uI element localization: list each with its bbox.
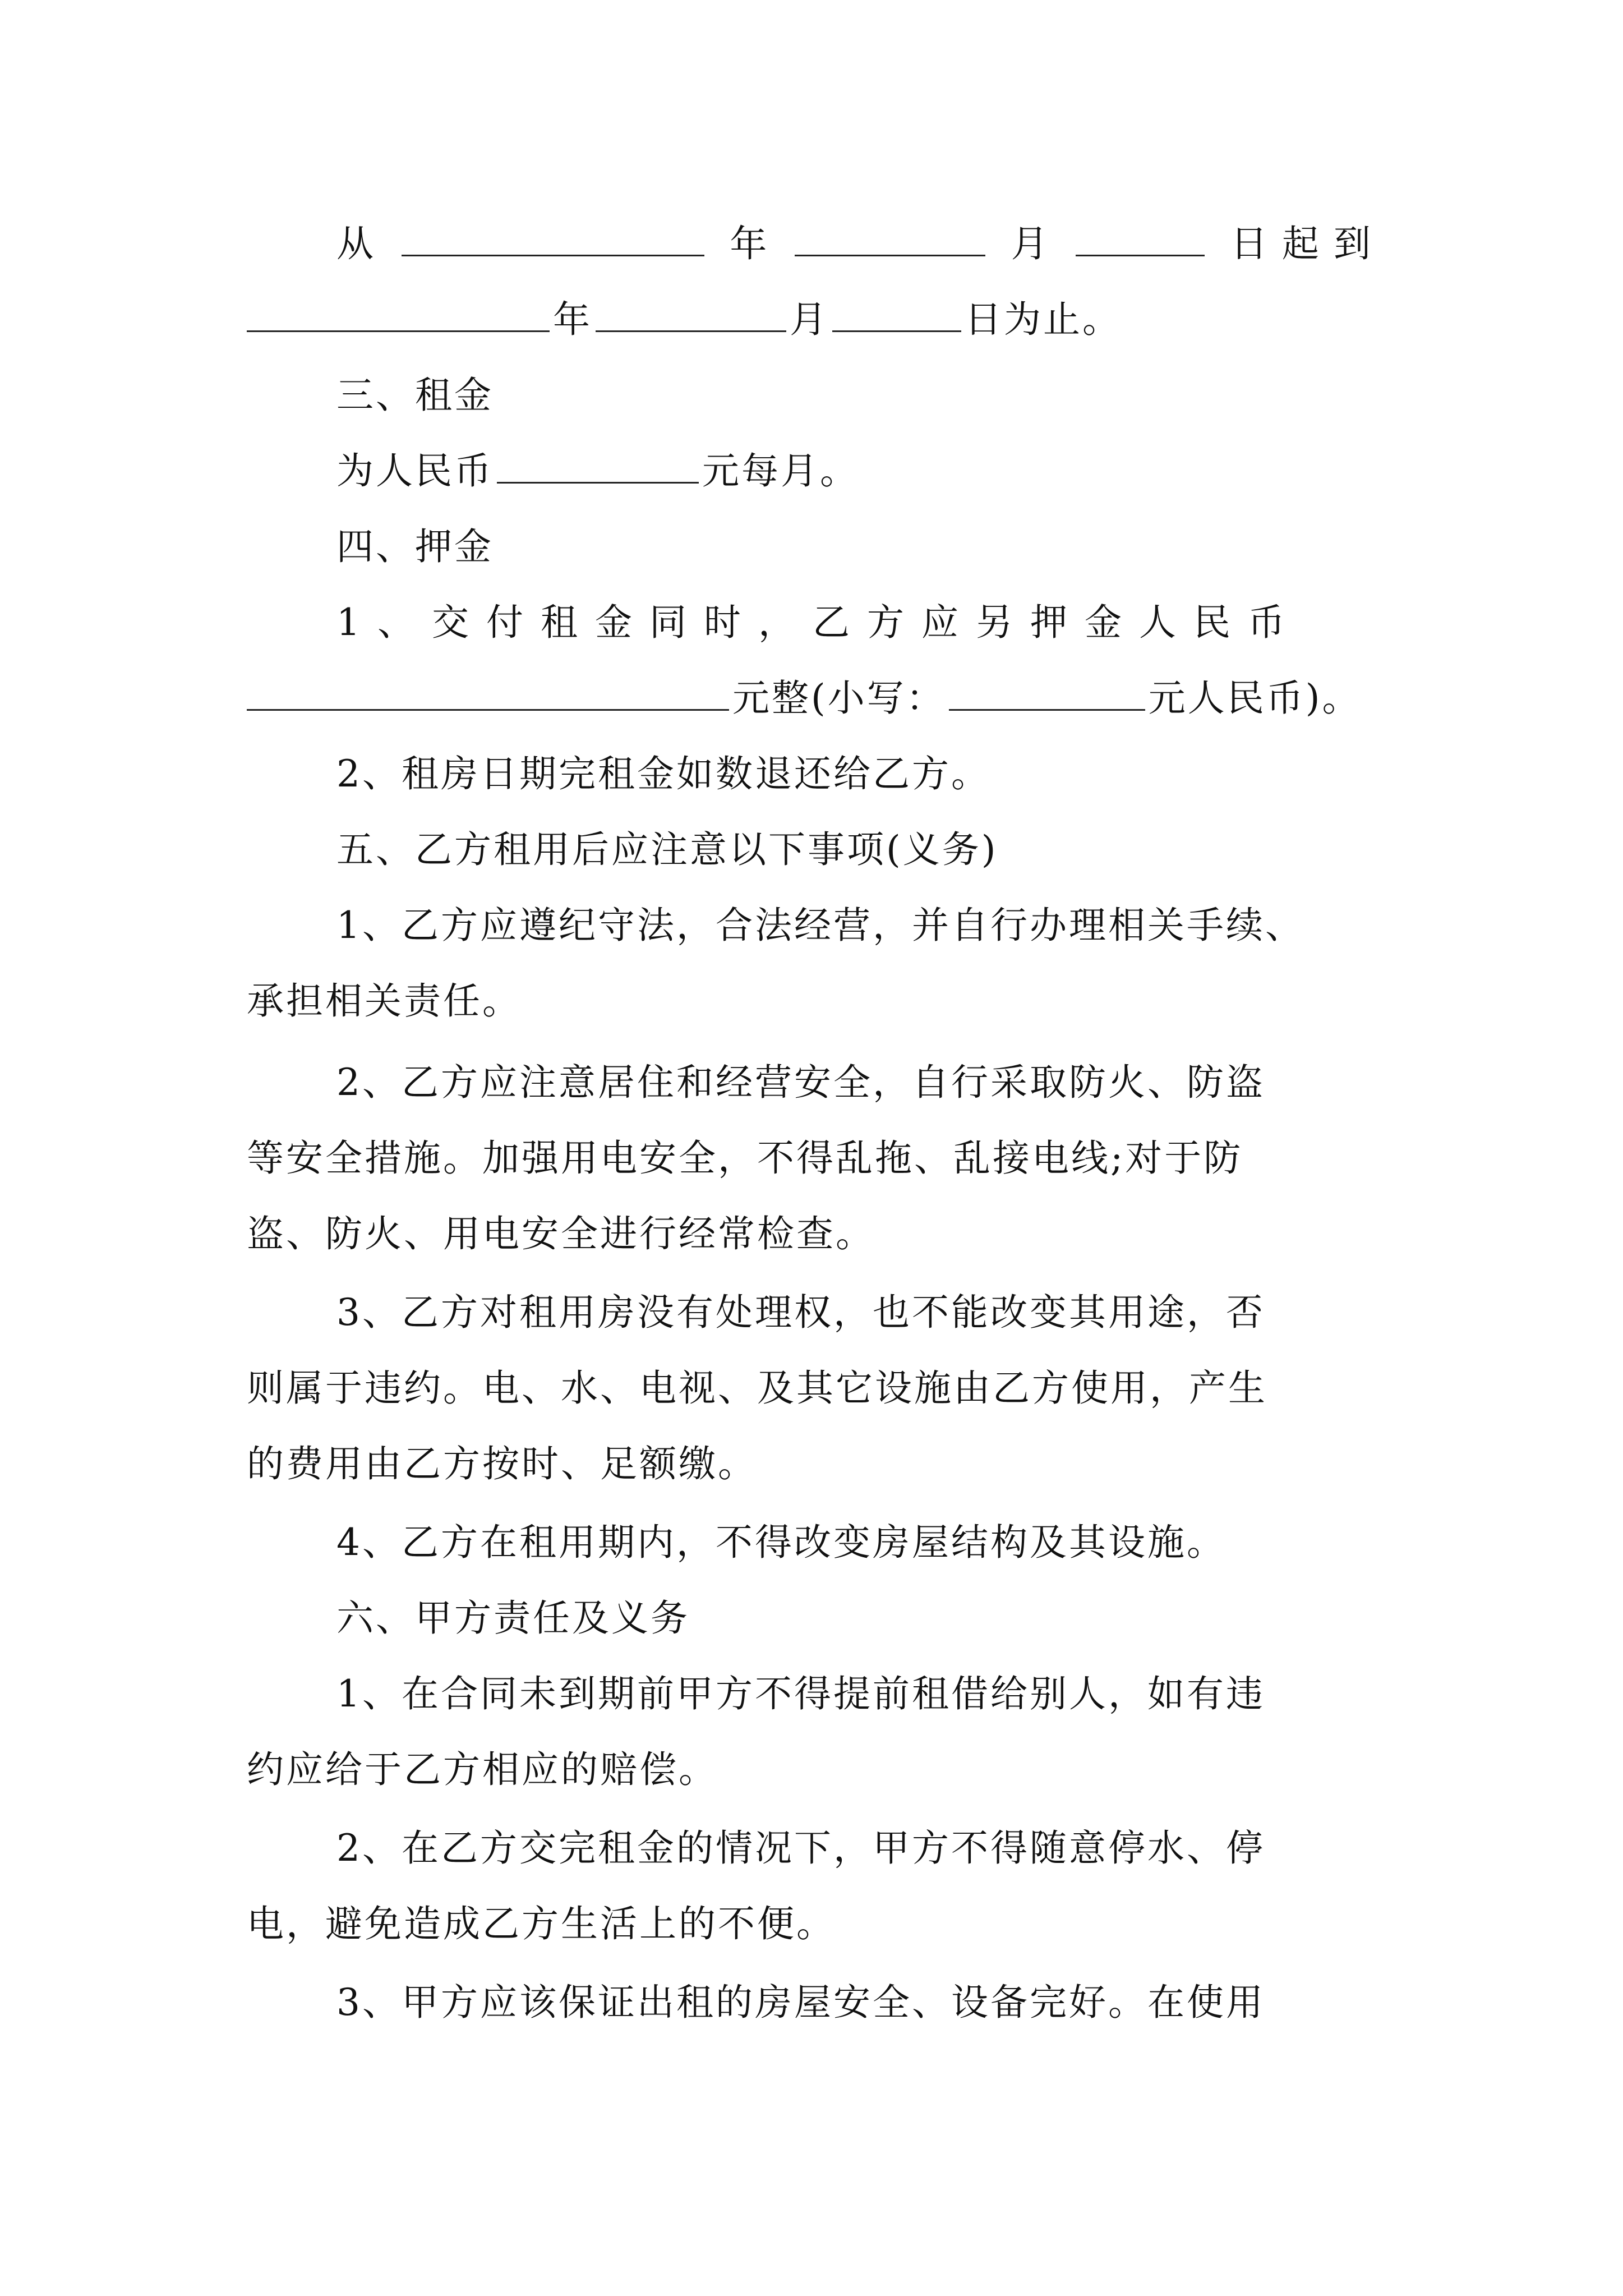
landlord-clause-2: 2、在乙方交完租金的情况下，甲方不得随意停水、停 [336, 1826, 1265, 1870]
landlord-clause-2-cont: 电，避免造成乙方生活上的不便。 [247, 1902, 836, 1945]
section-heading-rent: 三、租金 [336, 374, 494, 417]
lease-end-date-line [247, 292, 1385, 348]
start-day-blank[interactable] [1076, 220, 1205, 256]
landlord-clause-3: 3、甲方应该保证出租的房屋安全、设备完好。在使用 [336, 1981, 1265, 2024]
tenant-clause-3-cont-2: 的费用由乙方按时、足额缴。 [247, 1442, 757, 1485]
text-rmb: 为人民币 [336, 449, 494, 493]
text-year: 年 [553, 298, 592, 341]
section-heading-tenant-duties: 五、乙方租用后应注意以下事项(义务) [336, 828, 998, 871]
text-yuan-small: 元整(小写： [732, 677, 946, 720]
tenant-clause-1-cont: 承担相关责任。 [247, 979, 522, 1023]
deposit-clause-2: 2、租房日期完租金如数退还给乙方。 [336, 752, 990, 795]
rent-amount-line [336, 443, 1475, 499]
tenant-clause-2: 2、乙方应注意居住和经营安全，自行采取防火、防盗 [336, 1061, 1265, 1104]
text-from: 从 [336, 222, 376, 265]
text-month: 月 [1011, 222, 1050, 265]
tenant-clause-4: 4、乙方在租用期内，不得改变房屋结构及其设施。 [336, 1521, 1226, 1564]
deposit-capital-blank[interactable] [247, 674, 729, 711]
text-yuan-rmb: 元人民币)。 [1148, 677, 1362, 720]
section-heading-landlord-duties: 六、甲方责任及义务 [336, 1596, 690, 1640]
section-heading-deposit: 四、押金 [336, 525, 494, 568]
landlord-clause-1-cont: 约应给于乙方相应的赔偿。 [247, 1748, 718, 1791]
start-year-blank[interactable] [402, 220, 704, 256]
tenant-clause-1: 1、乙方应遵纪守法，合法经营，并自行办理相关手续、 [336, 904, 1304, 947]
lease-start-date-line [336, 216, 1385, 272]
start-month-blank[interactable] [795, 220, 985, 256]
text-per-month: 元每月。 [702, 449, 859, 493]
deposit-amount-line [247, 670, 1385, 726]
tenant-clause-3: 3、乙方对租用房没有处理权，也不能改变其用途，否 [336, 1291, 1265, 1334]
deposit-small-blank[interactable] [949, 674, 1145, 711]
text-day-to: 日起到 [1230, 222, 1385, 265]
text-year: 年 [730, 222, 769, 265]
end-year-blank[interactable] [247, 296, 550, 332]
tenant-clause-2-cont-1: 等安全措施。加强用电安全，不得乱拖、乱接电线;对于防 [247, 1137, 1243, 1180]
text-month: 月 [790, 298, 829, 341]
deposit-clause-1: 1、交付租金同时，乙方应另押金人民币 [336, 601, 1302, 644]
text-day-end: 日为止。 [965, 298, 1122, 341]
tenant-clause-2-cont-2: 盗、防火、用电安全进行经常检查。 [247, 1212, 875, 1255]
end-day-blank[interactable] [832, 296, 961, 332]
monthly-rent-blank[interactable] [497, 447, 699, 484]
landlord-clause-1: 1、在合同未到期前甲方不得提前租借给别人，如有违 [336, 1672, 1265, 1715]
tenant-clause-3-cont-1: 则属于违约。电、水、电视、及其它设施由乙方使用，产生 [247, 1366, 1267, 1410]
end-month-blank[interactable] [596, 296, 786, 332]
